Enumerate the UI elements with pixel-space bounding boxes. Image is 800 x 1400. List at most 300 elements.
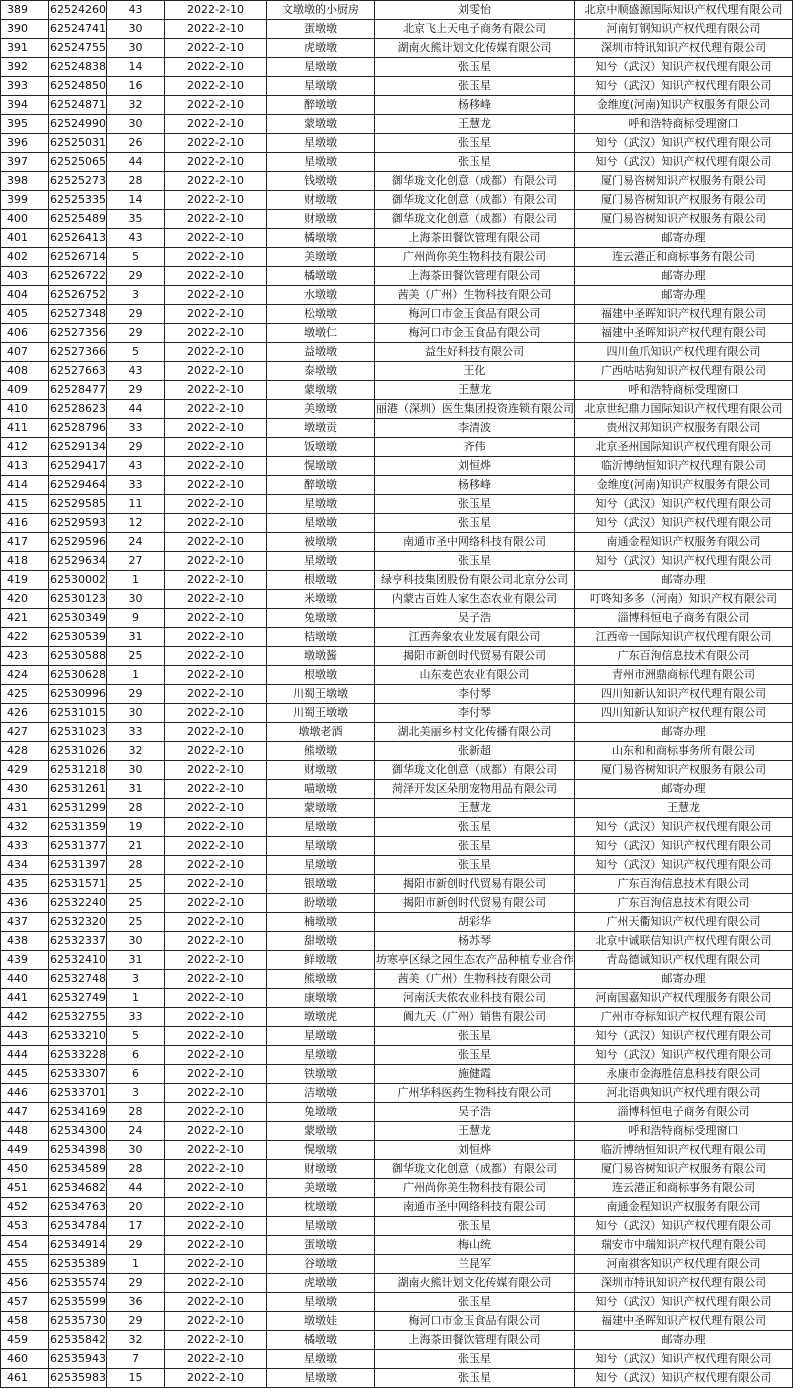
class-number-cell: 30 xyxy=(107,1141,165,1160)
trademark-name-cell: 蒙墩墩 xyxy=(267,1122,375,1141)
applicant-cell: 张玉星 xyxy=(375,153,575,172)
row-number-cell: 429 xyxy=(1,761,49,780)
application-number-cell: 62524741 xyxy=(49,20,107,39)
agency-cell: 瑞安市中瑞知识产权代理有限公司 xyxy=(575,1236,793,1255)
table-row xyxy=(1,1027,793,1046)
class-number-cell: 28 xyxy=(107,1103,165,1122)
table-row xyxy=(1,248,793,267)
date-cell: 2022-2-10 xyxy=(165,1236,267,1255)
table-row xyxy=(1,20,793,39)
class-number-cell: 3 xyxy=(107,1084,165,1103)
trademark-name-cell: 甜墩墩 xyxy=(267,932,375,951)
table-row xyxy=(1,1,793,20)
agency-cell: 邮寄办理 xyxy=(575,970,793,989)
application-number-cell: 62531023 xyxy=(49,723,107,742)
table-row xyxy=(1,1046,793,1065)
trademark-name-cell: 醉墩墩 xyxy=(267,476,375,495)
trademark-name-cell: 蒙墩墩 xyxy=(267,115,375,134)
table-row xyxy=(1,1065,793,1084)
table-row xyxy=(1,571,793,590)
agency-cell: 王慧龙 xyxy=(575,799,793,818)
row-number-cell: 392 xyxy=(1,58,49,77)
agency-cell: 知兮（武汉）知识产权代理有限公司 xyxy=(575,1027,793,1046)
date-cell: 2022-2-10 xyxy=(165,571,267,590)
class-number-cell: 27 xyxy=(107,552,165,571)
class-number-cell: 11 xyxy=(107,495,165,514)
agency-cell: 河南国嘉知识产权代理服务有限公司 xyxy=(575,989,793,1008)
table-row xyxy=(1,609,793,628)
class-number-cell: 26 xyxy=(107,134,165,153)
agency-cell: 福建中圣晖知识产权代理有限公司 xyxy=(575,1312,793,1331)
trademark-name-cell: 盼墩墩 xyxy=(267,894,375,913)
table-row xyxy=(1,324,793,343)
row-number-cell: 404 xyxy=(1,286,49,305)
agency-cell: 厦门易咨树知识产权服务有限公司 xyxy=(575,210,793,229)
row-number-cell: 422 xyxy=(1,628,49,647)
agency-cell: 南通金程知识产权服务有限公司 xyxy=(575,533,793,552)
applicant-cell: 施健霞 xyxy=(375,1065,575,1084)
row-number-cell: 414 xyxy=(1,476,49,495)
application-number-cell: 62531359 xyxy=(49,818,107,837)
applicant-cell: 张玉星 xyxy=(375,837,575,856)
agency-cell: 邮寄办理 xyxy=(575,229,793,248)
trademark-name-cell: 米墩墩 xyxy=(267,590,375,609)
trademark-name-cell: 美墩墩 xyxy=(267,1179,375,1198)
class-number-cell: 29 xyxy=(107,267,165,286)
table-row xyxy=(1,39,793,58)
application-number-cell: 62525065 xyxy=(49,153,107,172)
class-number-cell: 30 xyxy=(107,590,165,609)
agency-cell: 知兮（武汉）知识产权代理有限公司 xyxy=(575,1350,793,1369)
application-number-cell: 62531218 xyxy=(49,761,107,780)
trademark-name-cell: 星墩墩 xyxy=(267,153,375,172)
class-number-cell: 6 xyxy=(107,1046,165,1065)
row-number-cell: 426 xyxy=(1,704,49,723)
row-number-cell: 437 xyxy=(1,913,49,932)
trademark-name-cell: 墩墩贡 xyxy=(267,419,375,438)
row-number-cell: 457 xyxy=(1,1293,49,1312)
row-number-cell: 446 xyxy=(1,1084,49,1103)
class-number-cell: 28 xyxy=(107,1160,165,1179)
row-number-cell: 449 xyxy=(1,1141,49,1160)
class-number-cell: 30 xyxy=(107,20,165,39)
table-row xyxy=(1,1198,793,1217)
agency-cell: 淄博科恒电子商务有限公司 xyxy=(575,1103,793,1122)
table-row xyxy=(1,875,793,894)
agency-cell: 邮寄办理 xyxy=(575,1331,793,1350)
date-cell: 2022-2-10 xyxy=(165,172,267,191)
applicant-cell: 吴子浩 xyxy=(375,609,575,628)
date-cell: 2022-2-10 xyxy=(165,742,267,761)
applicant-cell: 益生好科技有限公司 xyxy=(375,343,575,362)
application-number-cell: 62530996 xyxy=(49,685,107,704)
class-number-cell: 24 xyxy=(107,1122,165,1141)
table-row xyxy=(1,495,793,514)
row-number-cell: 395 xyxy=(1,115,49,134)
agency-cell: 知兮（武汉）知识产权代理有限公司 xyxy=(575,552,793,571)
applicant-cell: 广州华科医药生物科技有限公司 xyxy=(375,1084,575,1103)
trademark-name-cell: 星墩墩 xyxy=(267,495,375,514)
application-number-cell: 62532240 xyxy=(49,894,107,913)
class-number-cell: 31 xyxy=(107,780,165,799)
class-number-cell: 28 xyxy=(107,799,165,818)
row-number-cell: 393 xyxy=(1,77,49,96)
class-number-cell: 1 xyxy=(107,1255,165,1274)
date-cell: 2022-2-10 xyxy=(165,476,267,495)
date-cell: 2022-2-10 xyxy=(165,362,267,381)
row-number-cell: 444 xyxy=(1,1046,49,1065)
application-number-cell: 62535842 xyxy=(49,1331,107,1350)
row-number-cell: 453 xyxy=(1,1217,49,1236)
table-row xyxy=(1,837,793,856)
application-number-cell: 62525273 xyxy=(49,172,107,191)
application-number-cell: 62529134 xyxy=(49,438,107,457)
trademark-name-cell: 橘墩墩 xyxy=(267,1331,375,1350)
class-number-cell: 29 xyxy=(107,1236,165,1255)
agency-cell: 邮寄办理 xyxy=(575,267,793,286)
class-number-cell: 29 xyxy=(107,381,165,400)
agency-cell: 连云港正和商标事务有限公司 xyxy=(575,248,793,267)
agency-cell: 知兮（武汉）知识产权代理有限公司 xyxy=(575,153,793,172)
trademark-name-cell: 墩墩虎 xyxy=(267,1008,375,1027)
applicant-cell: 张玉星 xyxy=(375,134,575,153)
row-number-cell: 459 xyxy=(1,1331,49,1350)
date-cell: 2022-2-10 xyxy=(165,1179,267,1198)
trademark-name-cell: 铁墩墩 xyxy=(267,1065,375,1084)
date-cell: 2022-2-10 xyxy=(165,96,267,115)
application-number-cell: 62534398 xyxy=(49,1141,107,1160)
row-number-cell: 400 xyxy=(1,210,49,229)
table-row xyxy=(1,1084,793,1103)
date-cell: 2022-2-10 xyxy=(165,305,267,324)
agency-cell: 永康市金海胜信息科技有限公司 xyxy=(575,1065,793,1084)
row-number-cell: 436 xyxy=(1,894,49,913)
trademark-name-cell: 兔墩墩 xyxy=(267,1103,375,1122)
class-number-cell: 25 xyxy=(107,894,165,913)
agency-cell: 贵州汉邦知识产权服务有限公司 xyxy=(575,419,793,438)
date-cell: 2022-2-10 xyxy=(165,419,267,438)
application-number-cell: 62531377 xyxy=(49,837,107,856)
class-number-cell: 43 xyxy=(107,362,165,381)
agency-cell: 淄博科恒电子商务有限公司 xyxy=(575,609,793,628)
applicant-cell: 绿亨科技集团股份有限公司北京分公司 xyxy=(375,571,575,590)
table-row xyxy=(1,704,793,723)
trademark-name-cell: 虎墩墩 xyxy=(267,39,375,58)
trademark-name-cell: 喵墩墩 xyxy=(267,780,375,799)
trademark-name-cell: 川蜀王墩墩 xyxy=(267,704,375,723)
trademark-name-cell: 蛋墩墩 xyxy=(267,20,375,39)
applicant-cell: 李付琴 xyxy=(375,704,575,723)
trademark-name-cell: 虎墩墩 xyxy=(267,1274,375,1293)
application-number-cell: 62531261 xyxy=(49,780,107,799)
applicant-cell: 王慧龙 xyxy=(375,115,575,134)
table-row xyxy=(1,1274,793,1293)
agency-cell: 福建中圣晖知识产权代理有限公司 xyxy=(575,305,793,324)
applicant-cell: 张玉星 xyxy=(375,77,575,96)
applicant-cell: 梅河口市金玉食品有限公司 xyxy=(375,324,575,343)
row-number-cell: 451 xyxy=(1,1179,49,1198)
trademark-name-cell: 财墩墩 xyxy=(267,191,375,210)
application-number-cell: 62531026 xyxy=(49,742,107,761)
agency-cell: 金维度(河南)知识产权服务有限公司 xyxy=(575,96,793,115)
applicant-cell: 丽港（深圳）医生集团投资连锁有限公司 xyxy=(375,400,575,419)
application-number-cell: 62527366 xyxy=(49,343,107,362)
application-number-cell: 62535389 xyxy=(49,1255,107,1274)
agency-cell: 知兮（武汉）知识产权代理有限公司 xyxy=(575,837,793,856)
row-number-cell: 405 xyxy=(1,305,49,324)
class-number-cell: 17 xyxy=(107,1217,165,1236)
applicant-cell: 坊寒亭区绿之园生态农产品种植专业合作 xyxy=(375,951,575,970)
applicant-cell: 张玉星 xyxy=(375,856,575,875)
agency-cell: 河北语典知识产权代理有限公司 xyxy=(575,1084,793,1103)
applicant-cell: 王慧龙 xyxy=(375,1122,575,1141)
table-row xyxy=(1,932,793,951)
row-number-cell: 433 xyxy=(1,837,49,856)
applicant-cell: 湖南火熊计划文化传媒有限公司 xyxy=(375,1274,575,1293)
agency-cell: 知兮（武汉）知识产权代理有限公司 xyxy=(575,1217,793,1236)
application-number-cell: 62531299 xyxy=(49,799,107,818)
class-number-cell: 7 xyxy=(107,1350,165,1369)
application-number-cell: 62524850 xyxy=(49,77,107,96)
table-row xyxy=(1,818,793,837)
agency-cell: 呼和浩特商标受理窗口 xyxy=(575,1122,793,1141)
application-number-cell: 62529464 xyxy=(49,476,107,495)
date-cell: 2022-2-10 xyxy=(165,1217,267,1236)
row-number-cell: 447 xyxy=(1,1103,49,1122)
row-number-cell: 418 xyxy=(1,552,49,571)
row-number-cell: 431 xyxy=(1,799,49,818)
trademark-name-cell: 美墩墩 xyxy=(267,400,375,419)
class-number-cell: 25 xyxy=(107,913,165,932)
applicant-cell: 山东麦芭农业有限公司 xyxy=(375,666,575,685)
agency-cell: 邮寄办理 xyxy=(575,571,793,590)
application-number-cell: 62532748 xyxy=(49,970,107,989)
trademark-name-cell: 枕墩墩 xyxy=(267,1198,375,1217)
date-cell: 2022-2-10 xyxy=(165,1293,267,1312)
application-number-cell: 62524260 xyxy=(49,1,107,20)
applicant-cell: 王慧龙 xyxy=(375,799,575,818)
application-number-cell: 62524990 xyxy=(49,115,107,134)
date-cell: 2022-2-10 xyxy=(165,1027,267,1046)
class-number-cell: 3 xyxy=(107,286,165,305)
class-number-cell: 33 xyxy=(107,476,165,495)
trademark-name-cell: 泰墩墩 xyxy=(267,362,375,381)
applicant-cell: 南通市圣中网络科技有限公司 xyxy=(375,533,575,552)
applicant-cell: 李清波 xyxy=(375,419,575,438)
applicant-cell: 李付琴 xyxy=(375,685,575,704)
agency-cell: 河南祺客知识产权代理有限公司 xyxy=(575,1255,793,1274)
date-cell: 2022-2-10 xyxy=(165,1369,267,1388)
class-number-cell: 28 xyxy=(107,856,165,875)
date-cell: 2022-2-10 xyxy=(165,39,267,58)
agency-cell: 厦门易咨树知识产权服务有限公司 xyxy=(575,1160,793,1179)
applicant-cell: 河南沃夫侬农业科技有限公司 xyxy=(375,989,575,1008)
agency-cell: 青州市洲鼎商标代理有限公司 xyxy=(575,666,793,685)
date-cell: 2022-2-10 xyxy=(165,229,267,248)
application-number-cell: 62528796 xyxy=(49,419,107,438)
application-number-cell: 62531015 xyxy=(49,704,107,723)
table-row xyxy=(1,210,793,229)
date-cell: 2022-2-10 xyxy=(165,951,267,970)
date-cell: 2022-2-10 xyxy=(165,1141,267,1160)
row-number-cell: 456 xyxy=(1,1274,49,1293)
date-cell: 2022-2-10 xyxy=(165,647,267,666)
row-number-cell: 401 xyxy=(1,229,49,248)
class-number-cell: 30 xyxy=(107,932,165,951)
class-number-cell: 33 xyxy=(107,723,165,742)
row-number-cell: 452 xyxy=(1,1198,49,1217)
application-number-cell: 62529593 xyxy=(49,514,107,533)
agency-cell: 四川知新认知识产权代理有限公司 xyxy=(575,704,793,723)
table-row xyxy=(1,1141,793,1160)
date-cell: 2022-2-10 xyxy=(165,666,267,685)
row-number-cell: 441 xyxy=(1,989,49,1008)
table-body xyxy=(1,1,793,1388)
trademark-name-cell: 蒙墩墩 xyxy=(267,799,375,818)
trademark-name-cell: 星墩墩 xyxy=(267,1369,375,1388)
trademark-name-cell: 熊墩墩 xyxy=(267,742,375,761)
date-cell: 2022-2-10 xyxy=(165,533,267,552)
table-row xyxy=(1,229,793,248)
row-number-cell: 461 xyxy=(1,1369,49,1388)
applicant-cell: 杨移峰 xyxy=(375,96,575,115)
trademark-name-cell: 鲜墩墩 xyxy=(267,951,375,970)
table-row xyxy=(1,628,793,647)
table-row xyxy=(1,1236,793,1255)
application-number-cell: 62527348 xyxy=(49,305,107,324)
trademark-name-cell: 星墩墩 xyxy=(267,1350,375,1369)
application-number-cell: 62526413 xyxy=(49,229,107,248)
applicant-cell: 阗九天（广州）销售有限公司 xyxy=(375,1008,575,1027)
date-cell: 2022-2-10 xyxy=(165,248,267,267)
application-number-cell: 62531397 xyxy=(49,856,107,875)
row-number-cell: 450 xyxy=(1,1160,49,1179)
date-cell: 2022-2-10 xyxy=(165,58,267,77)
table-row xyxy=(1,1122,793,1141)
class-number-cell: 29 xyxy=(107,1312,165,1331)
trademark-name-cell: 愰墩墩 xyxy=(267,457,375,476)
row-number-cell: 424 xyxy=(1,666,49,685)
application-number-cell: 62534914 xyxy=(49,1236,107,1255)
applicant-cell: 御华珑文化创意（成都）有限公司 xyxy=(375,172,575,191)
row-number-cell: 454 xyxy=(1,1236,49,1255)
application-number-cell: 62524838 xyxy=(49,58,107,77)
table-row xyxy=(1,96,793,115)
table-row xyxy=(1,1369,793,1388)
trademark-name-cell: 财墩墩 xyxy=(267,761,375,780)
table-row xyxy=(1,1160,793,1179)
date-cell: 2022-2-10 xyxy=(165,685,267,704)
row-number-cell: 406 xyxy=(1,324,49,343)
application-number-cell: 62534300 xyxy=(49,1122,107,1141)
trademark-name-cell: 兔墩墩 xyxy=(267,609,375,628)
applicant-cell: 张玉星 xyxy=(375,514,575,533)
applicant-cell: 杨移峰 xyxy=(375,476,575,495)
agency-cell: 邮寄办理 xyxy=(575,286,793,305)
date-cell: 2022-2-10 xyxy=(165,1198,267,1217)
date-cell: 2022-2-10 xyxy=(165,343,267,362)
agency-cell: 知兮（武汉）知识产权代理有限公司 xyxy=(575,495,793,514)
date-cell: 2022-2-10 xyxy=(165,1312,267,1331)
agency-cell: 四川鱼爪知识产权代理有限公司 xyxy=(575,343,793,362)
table-row xyxy=(1,1103,793,1122)
class-number-cell: 5 xyxy=(107,343,165,362)
row-number-cell: 427 xyxy=(1,723,49,742)
row-number-cell: 394 xyxy=(1,96,49,115)
application-number-cell: 62534682 xyxy=(49,1179,107,1198)
date-cell: 2022-2-10 xyxy=(165,495,267,514)
row-number-cell: 407 xyxy=(1,343,49,362)
applicant-cell: 胡彩华 xyxy=(375,913,575,932)
row-number-cell: 434 xyxy=(1,856,49,875)
application-number-cell: 62530123 xyxy=(49,590,107,609)
trademark-name-cell: 星墩墩 xyxy=(267,837,375,856)
agency-cell: 知兮（武汉）知识产权代理有限公司 xyxy=(575,134,793,153)
row-number-cell: 410 xyxy=(1,400,49,419)
agency-cell: 知兮（武汉）知识产权代理有限公司 xyxy=(575,58,793,77)
row-number-cell: 438 xyxy=(1,932,49,951)
agency-cell: 河南钉钢知识产权代理有限公司 xyxy=(575,20,793,39)
table-row xyxy=(1,666,793,685)
class-number-cell: 44 xyxy=(107,153,165,172)
table-row xyxy=(1,780,793,799)
agency-cell: 北京中顺盛源国际知识产权代理有限公司 xyxy=(575,1,793,20)
agency-cell: 四川知新认知识产权代理有限公司 xyxy=(575,685,793,704)
table-row xyxy=(1,419,793,438)
class-number-cell: 29 xyxy=(107,685,165,704)
table-row xyxy=(1,172,793,191)
trademark-name-cell: 橘墩墩 xyxy=(267,267,375,286)
agency-cell: 深圳市特讯知识产权代理有限公司 xyxy=(575,1274,793,1293)
applicant-cell: 湖南火熊计划文化传媒有限公司 xyxy=(375,39,575,58)
trademark-name-cell: 康墩墩 xyxy=(267,989,375,1008)
applicant-cell: 张玉星 xyxy=(375,495,575,514)
applicant-cell: 刘恒烨 xyxy=(375,457,575,476)
table-row xyxy=(1,1217,793,1236)
agency-cell: 厦门易咨树知识产权服务有限公司 xyxy=(575,172,793,191)
date-cell: 2022-2-10 xyxy=(165,1084,267,1103)
application-number-cell: 62529585 xyxy=(49,495,107,514)
application-number-cell: 62532410 xyxy=(49,951,107,970)
class-number-cell: 43 xyxy=(107,229,165,248)
applicant-cell: 御华珑文化创意（成都）有限公司 xyxy=(375,210,575,229)
table-row xyxy=(1,153,793,172)
trademark-name-cell: 蛋墩墩 xyxy=(267,1236,375,1255)
trademark-name-cell: 星墩墩 xyxy=(267,818,375,837)
application-number-cell: 62532755 xyxy=(49,1008,107,1027)
row-number-cell: 412 xyxy=(1,438,49,457)
class-number-cell: 5 xyxy=(107,248,165,267)
agency-cell: 厦门易咨树知识产权服务有限公司 xyxy=(575,191,793,210)
applicant-cell: 梅河口市金玉食品有限公司 xyxy=(375,305,575,324)
applicant-cell: 菏泽开发区朵朋宠物用品有限公司 xyxy=(375,780,575,799)
applicant-cell: 揭阳市新创时代贸易有限公司 xyxy=(375,647,575,666)
application-number-cell: 62530002 xyxy=(49,571,107,590)
row-number-cell: 455 xyxy=(1,1255,49,1274)
row-number-cell: 398 xyxy=(1,172,49,191)
date-cell: 2022-2-10 xyxy=(165,134,267,153)
application-number-cell: 62525031 xyxy=(49,134,107,153)
application-number-cell: 62525489 xyxy=(49,210,107,229)
date-cell: 2022-2-10 xyxy=(165,1274,267,1293)
agency-cell: 知兮（武汉）知识产权代理有限公司 xyxy=(575,514,793,533)
table-row xyxy=(1,58,793,77)
applicant-cell: 茜美（广州）生物科技有限公司 xyxy=(375,970,575,989)
applicant-cell: 张玉星 xyxy=(375,1046,575,1065)
row-number-cell: 391 xyxy=(1,39,49,58)
applicant-cell: 王化 xyxy=(375,362,575,381)
agency-cell: 广东百洵信息技术有限公司 xyxy=(575,875,793,894)
